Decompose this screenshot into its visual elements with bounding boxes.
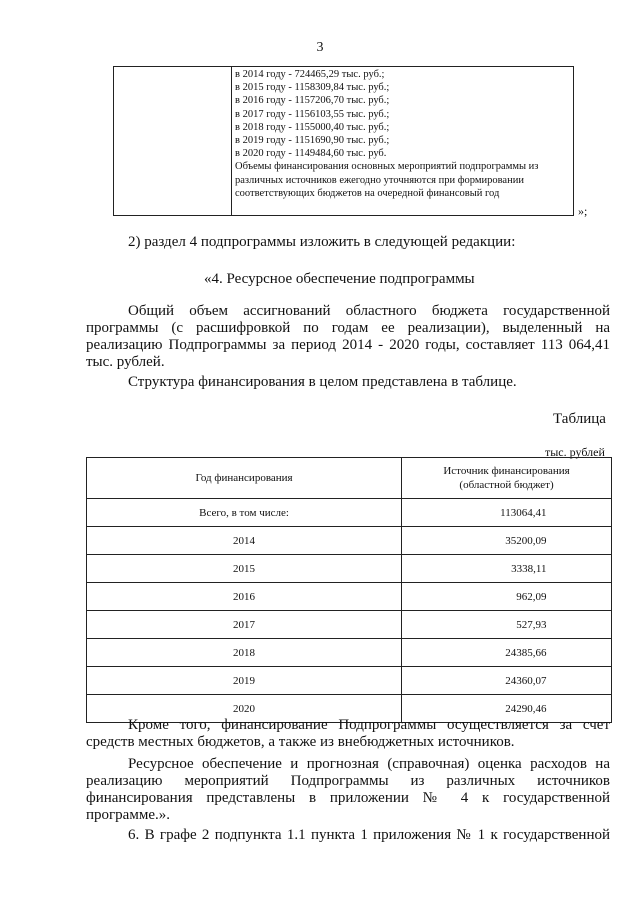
row-amount: [402, 667, 612, 695]
row-amount: [402, 611, 612, 639]
funding-year-line: в 2018 году - 1155000,40 тыс. руб.;: [235, 121, 390, 133]
paragraph-line: тыс. рублей.: [86, 354, 165, 370]
header-year: Год финансирования: [87, 458, 402, 499]
row-year: 2020: [87, 695, 402, 723]
row-year: 2014: [87, 527, 402, 555]
amount-value: 3338,11: [511, 562, 547, 575]
table-row: [87, 639, 612, 667]
table-row: [87, 583, 612, 611]
financing-table: [86, 457, 612, 723]
funding-year-line: в 2016 году - 1157206,70 тыс. руб.;: [235, 95, 390, 107]
paragraph-total-budget: [86, 303, 610, 371]
header-source-line: (областной бюджет): [459, 479, 554, 491]
paragraph-line: реализацию Подпрограммы за период 2014 - 2020 годы, составляет 113 064,41: [86, 337, 610, 353]
funding-year-line: в 2014 году - 724465,29 тыс. руб.;: [235, 69, 385, 80]
table-row: [87, 555, 612, 583]
paragraph-line: 6. В графе 2 подпункта 1.1 пункта 1 приложения № 1 к государственной: [128, 827, 610, 843]
continuation-table-right-cell: [232, 68, 569, 200]
paragraph-line: Кроме того, финансирование Подпрограммы осуществляется за счет: [128, 717, 610, 733]
funding-year-line: в 2020 году - 1149484,60 тыс. руб.: [235, 148, 387, 160]
funding-year-line: в 2015 году - 1158309,84 тыс. руб.;: [235, 82, 390, 94]
paragraph-line: реализацию мероприятий Подпрограммы из различных источников: [86, 773, 610, 789]
amount-value: 35200,09: [505, 534, 547, 547]
paragraph-resource-estimate: [86, 756, 610, 824]
amount-value: 24290,46: [505, 702, 547, 715]
row-amount: [402, 583, 612, 611]
paragraph-item-6: [86, 827, 610, 844]
row-year: Всего, в том числе:: [87, 499, 402, 527]
row-amount: [402, 499, 612, 527]
amount-value: 24360,07: [505, 674, 547, 687]
amount-value: 962,09: [516, 590, 547, 603]
amount-value: 24385,66: [505, 646, 547, 659]
table-label: Таблица: [553, 411, 606, 427]
table-row: [87, 499, 612, 527]
section-title: «4. Ресурсное обеспечение подпрограммы: [204, 271, 475, 287]
row-year: 2018: [87, 639, 402, 667]
amount-value: 527,93: [516, 618, 547, 631]
table-row: [87, 611, 612, 639]
table-row: [87, 527, 612, 555]
continuation-table-left-cell: [114, 67, 232, 215]
paragraph-other-sources: [86, 717, 610, 751]
amount-value: 113064,41: [500, 506, 547, 519]
row-year: 2015: [87, 555, 402, 583]
funding-year-line: в 2019 году - 1151690,90 тыс. руб.;: [235, 135, 390, 147]
item-2-text: 2) раздел 4 подпрограммы изложить в следующей редакции:: [128, 234, 516, 250]
row-year: 2016: [87, 583, 402, 611]
page-number: 3: [316, 40, 324, 55]
paragraph-structure: Структура финансирования в целом представлена в таблице.: [128, 374, 517, 390]
row-amount: [402, 639, 612, 667]
paragraph-line: средств местных бюджетов, а также из внебюджетных источников.: [86, 734, 515, 750]
funding-year-line: в 2017 году - 1156103,55 тыс. руб.;: [235, 108, 390, 120]
paragraph-line: программе.».: [86, 807, 170, 823]
row-year: 2019: [87, 667, 402, 695]
row-amount: [402, 555, 612, 583]
table-row: [87, 667, 612, 695]
row-amount: [402, 527, 612, 555]
row-year: 2017: [87, 611, 402, 639]
closing-quote: »;: [578, 204, 588, 218]
paragraph-line: Ресурсное обеспечение и прогнозная (справочная) оценка расходов на: [128, 756, 610, 772]
header-source-line: Источник финансирования: [443, 465, 570, 477]
header-source: [402, 458, 612, 499]
continuation-table: [113, 66, 574, 216]
funding-note: Объемы финансирования основных мероприятий подпрограммы из различных источников ежегодно уточняются при формировании соответствующих бюджетов на очередной финансовый год: [235, 161, 539, 199]
units-label: тыс. рублей: [545, 445, 605, 459]
paragraph-line: финансирования представлены в приложении № 4 к государственной: [86, 790, 610, 806]
paragraph-line: Общий объем ассигнований областного бюджета государственной: [128, 303, 610, 319]
paragraph-line: программы (с расшифровкой по годам ее реализации), выделенный на: [86, 320, 610, 336]
table-header-row: [87, 458, 612, 499]
